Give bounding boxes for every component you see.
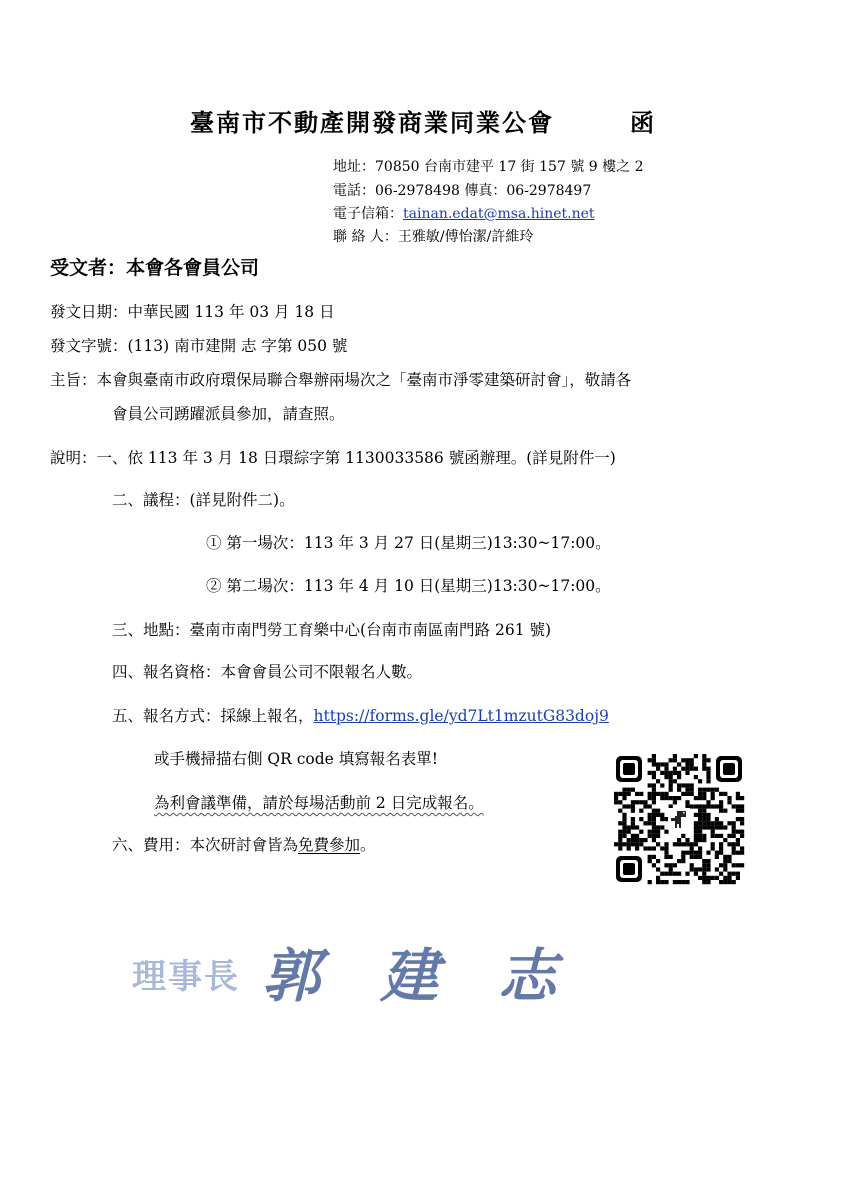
document-type: 函 <box>630 108 654 137</box>
recipient: 受文者：本會各會員公司 <box>50 257 260 279</box>
explanation-item-3: 三、地點：臺南市南門勞工育樂中心(台南市南區南門路 261 號) <box>112 621 552 639</box>
explanation-item-1: 說明：一、依 113 年 3 月 18 日環綜字第 1130033586 號函辦理。(詳見附件一) <box>50 449 616 467</box>
document-number: 發文字號：(113) 南市建開 志 字第 050 號 <box>50 337 348 355</box>
svg-text:郭 建 志: 郭 建 志 <box>262 942 577 1010</box>
issue-date: 發文日期：中華民國 113 年 03 月 18 日 <box>50 303 335 321</box>
contact-email-label: 電子信箱： <box>333 206 403 222</box>
free-admission: 免費參加 <box>298 836 361 854</box>
session-1: ① 第一場次：113 年 3 月 27 日(星期三)13:30~17:00。 <box>206 534 611 552</box>
document-title: 臺南市不動產開發商業同業公會 <box>190 108 554 137</box>
email-link[interactable]: tainan.edat@msa.hinet.net <box>403 206 595 222</box>
subject-line-2: 會員公司踴躍派員參加，請查照。 <box>112 405 345 423</box>
contact-person: 聯 絡 人：王雅敏/傅怡潔/許維玲 <box>333 229 534 245</box>
explanation-item-5 <box>112 704 609 726</box>
contact-email-row <box>333 203 595 223</box>
item-5-line-3: 為利會議準備，請於每場活動前 2 日完成報名。 <box>154 794 484 812</box>
explanation-item-2: 二、議程：(詳見附件二)。 <box>112 491 295 509</box>
svg-text:理事長: 理事長 <box>132 957 240 997</box>
contact-address: 地址：70850 台南市建平 17 街 157 號 9 樓之 2 <box>333 159 644 175</box>
session-2: ② 第二場次：113 年 4 月 10 日(星期三)13:30~17:00。 <box>206 577 611 595</box>
explanation-item-4: 四、報名資格：本會會員公司不限報名人數。 <box>112 663 423 681</box>
item-6-suffix: 。 <box>360 836 376 854</box>
subject-line-1: 主旨：本會與臺南市政府環保局聯合舉辦兩場次之「臺南市淨零建築研討會」，敬請各 <box>50 371 632 389</box>
item-5-line-2: 或手機掃描右側 QR code 填寫報名表單! <box>154 750 438 768</box>
signature <box>130 930 577 1030</box>
registration-link[interactable]: https://forms.gle/yd7Lt1mzutG83doj9 <box>313 707 609 725</box>
item-5-prefix: 五、報名方式：採線上報名， <box>112 707 314 725</box>
explanation-item-6 <box>112 833 376 855</box>
contact-phone-fax: 電話：06-2978498 傳真：06-2978497 <box>333 183 592 199</box>
item-6-prefix: 六、費用：本次研討會皆為 <box>112 836 299 854</box>
qr-code-icon[interactable] <box>612 752 746 886</box>
